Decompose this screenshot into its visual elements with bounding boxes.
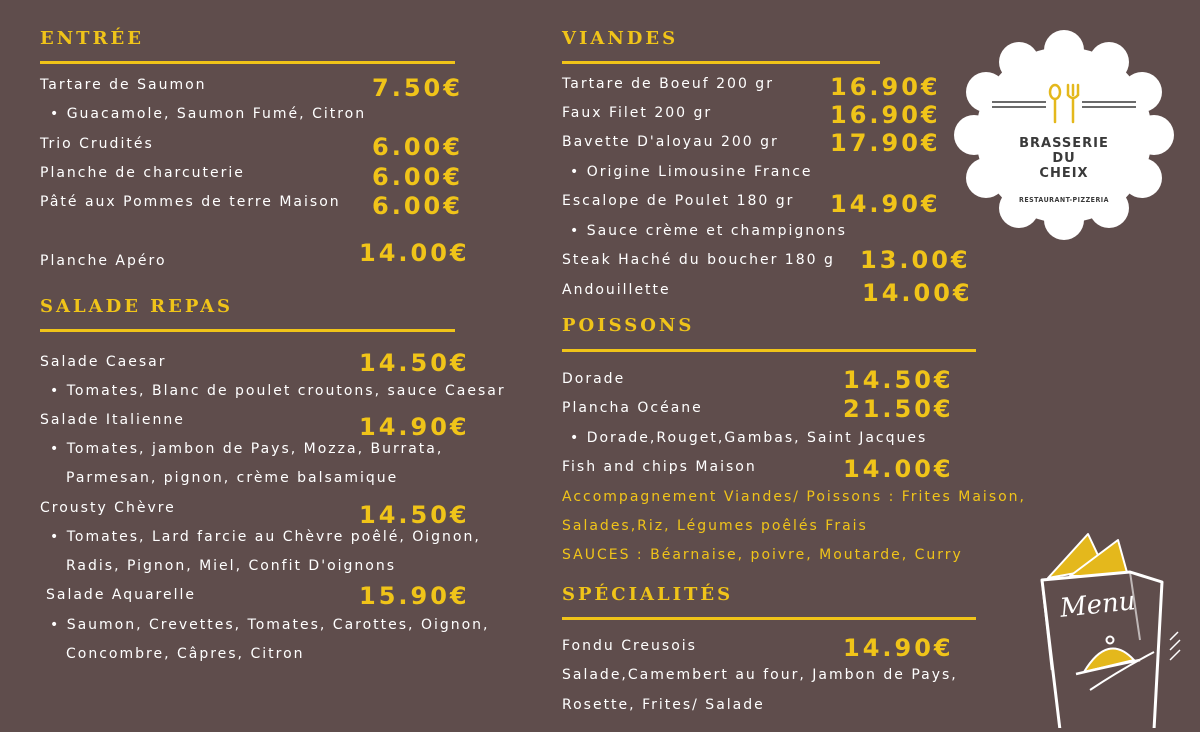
menu-item-description: • Guacamole, Saumon Fumé, Citron (50, 106, 367, 122)
menu-item-price: 14.90€ (830, 190, 941, 218)
menu-item-price: 14.90€ (359, 413, 470, 441)
menu-item-price: 17.90€ (830, 129, 941, 157)
menu-item-price: 6.00€ (372, 133, 463, 161)
menu-item-price: 14.00€ (843, 455, 954, 483)
menu-item-price: 6.00€ (372, 163, 463, 191)
section-heading-specialites: SPÉCIALITÉS (562, 584, 734, 605)
accompaniment-note: Accompagnement Viandes/ Poissons : Frites Maison, (562, 489, 1026, 505)
brand-tagline: RESTAURANT-PIZZERIA (1018, 196, 1110, 204)
section-heading-salade: SALADE REPAS (40, 296, 234, 317)
section-rule (40, 329, 455, 332)
menu-item-description: • Tomates, Blanc de poulet croutons, sauce Caesar (50, 383, 506, 399)
menu-item-name: Planche de charcuterie (40, 165, 245, 181)
menu-item-price: 14.00€ (359, 239, 470, 267)
spoon-fork-icon (1044, 82, 1084, 126)
menu-item-description: Parmesan, pignon, crème balsamique (66, 470, 399, 486)
section-heading-poissons: POISSONS (562, 315, 695, 336)
menu-item-name: Fondu Creusois (562, 638, 697, 654)
menu-item-name: Salade Caesar (40, 354, 167, 370)
menu-item-price: 14.50€ (843, 366, 954, 394)
menu-item-name: Tartare de Saumon (40, 77, 207, 93)
menu-item-description: • Tomates, jambon de Pays, Mozza, Burrata, (50, 441, 444, 457)
menu-item-name: Crousty Chèvre (40, 500, 176, 516)
menu-item-name: Trio Crudités (40, 136, 154, 152)
menu-item-price: 13.00€ (860, 246, 971, 274)
brand-name-line: CHEIX (1039, 166, 1089, 181)
brasserie-logo-badge (954, 30, 1174, 240)
accompaniment-note: Salades,Riz, Légumes poêlés Frais (562, 518, 868, 534)
menu-item-description: • Saumon, Crevettes, Tomates, Carottes, Oignon, (50, 617, 490, 633)
menu-item-price: 15.90€ (359, 582, 470, 610)
menu-item-description: • Tomates, Lard farcie au Chèvre poêlé, Oignon, (50, 529, 481, 545)
section-heading-viandes: VIANDES (562, 28, 679, 49)
menu-item-name: Steak Haché du boucher 180 g (562, 252, 835, 268)
menu-item-name: Bavette D'aloyau 200 gr (562, 134, 779, 150)
menu-item-price: 21.50€ (843, 395, 954, 423)
menu-item-name: Escalope de Poulet 180 gr (562, 193, 795, 209)
menu-book-illustration (1030, 520, 1200, 728)
brand-name (954, 136, 1174, 181)
menu-item-description: Salade,Camembert au four, Jambon de Pays, (562, 667, 958, 683)
menu-item-price: 14.50€ (359, 501, 470, 529)
section-heading-entree: ENTRÉE (40, 28, 144, 49)
menu-item-price: 6.00€ (372, 192, 463, 220)
menu-item-name: Plancha Océane (562, 400, 703, 416)
menu-handwritten-label: Menu (1058, 586, 1137, 624)
menu-item-name: Fish and chips Maison (562, 459, 757, 475)
menu-item-name: Andouillette (562, 282, 671, 298)
section-rule (562, 349, 976, 352)
menu-item-price: 16.90€ (830, 73, 941, 101)
menu-book-cloche-icon (1030, 520, 1200, 728)
scalloped-badge-shape (954, 30, 1174, 240)
menu-item-name: Dorade (562, 371, 626, 387)
menu-item-description: • Origine Limousine France (570, 164, 813, 180)
menu-item-price: 16.90€ (830, 101, 941, 129)
menu-item-name: Salade Italienne (40, 412, 185, 428)
menu-item-name: Salade Aquarelle (46, 587, 197, 603)
brand-name-line: DU (1052, 151, 1076, 166)
menu-item-description: Radis, Pignon, Miel, Confit D'oignons (66, 558, 397, 574)
menu-item-description: • Sauce crème et champignons (570, 223, 847, 239)
section-rule (40, 61, 455, 64)
menu-item-price: 14.90€ (843, 634, 954, 662)
menu-item-description: Concombre, Câpres, Citron (66, 646, 305, 662)
menu-item-name: Tartare de Boeuf 200 gr (562, 76, 774, 92)
menu-item-name: Planche Apéro (40, 253, 167, 269)
menu-item-name: Pâté aux Pommes de terre Maison (40, 194, 341, 210)
section-rule (562, 617, 976, 620)
menu-item-price: 14.00€ (862, 279, 973, 307)
menu-item-price: 7.50€ (372, 74, 463, 102)
menu-item-description: • Dorade,Rouget,Gambas, Saint Jacques (570, 430, 928, 446)
menu-item-price: 14.50€ (359, 349, 470, 377)
brand-name-line: BRASSERIE (1019, 136, 1109, 151)
section-rule (562, 61, 880, 64)
menu-item-description: Rosette, Frites/ Salade (562, 697, 765, 713)
sauces-note: SAUCES : Béarnaise, poivre, Moutarde, Curry (562, 547, 963, 563)
menu-item-name: Faux Filet 200 gr (562, 105, 713, 121)
